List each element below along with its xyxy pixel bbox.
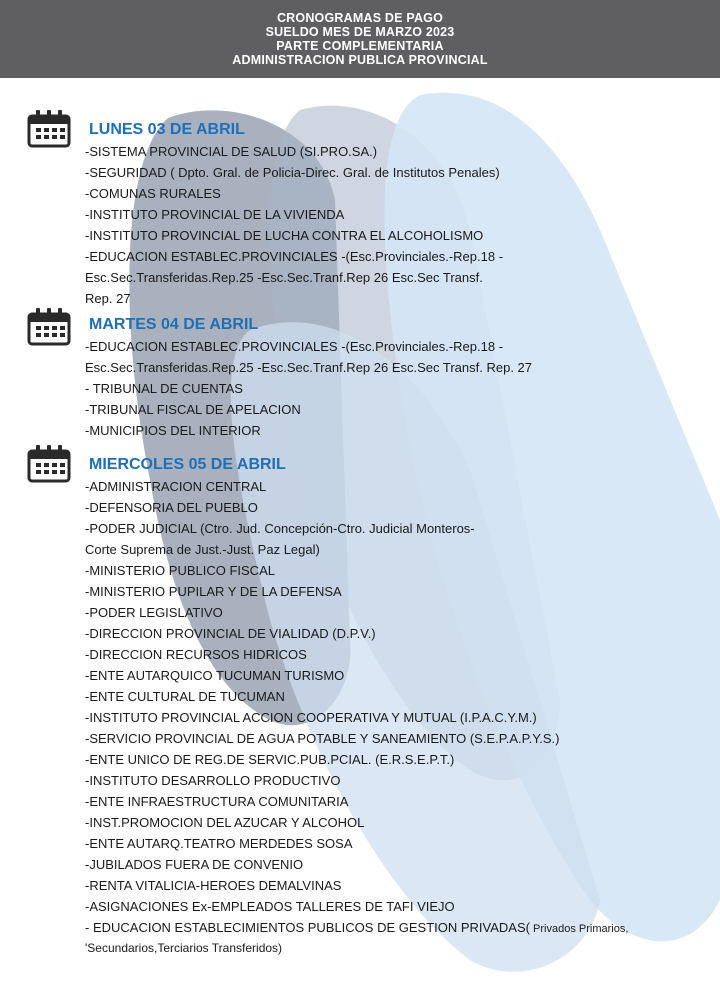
header-line-3: PARTE COMPLEMENTARIA bbox=[276, 39, 444, 53]
list-item: -RENTA VITALICIA-HEROES DEMALVINAS bbox=[85, 878, 342, 893]
calendar-icon bbox=[26, 306, 72, 346]
list-item: -ENTE AUTARQUICO TUCUMAN TURISMO bbox=[85, 668, 345, 683]
list-item: -ENTE AUTARQ.TEATRO MERDEDES SOSA bbox=[85, 836, 353, 851]
list-item: Corte Suprema de Just.-Just. Paz Legal) bbox=[85, 542, 320, 557]
list-item: -PODER LEGISLATIVO bbox=[85, 605, 223, 620]
list-item: 'Secundarios,Terciarios Transferidos) bbox=[85, 941, 283, 955]
list-item: -INSTITUTO PROVINCIAL DE LA VIVIENDA bbox=[85, 207, 345, 222]
list-item: -SERVICIO PROVINCIAL DE AGUA POTABLE Y SANEAMIENTO (S.E.P.A.P.Y.S.) bbox=[85, 731, 560, 746]
section-items bbox=[85, 476, 715, 959]
section-items bbox=[85, 336, 715, 441]
section-title: MIERCOLES 05 DE ABRIL bbox=[89, 456, 286, 473]
list-item: Esc.Sec.Transferidas.Rep.25 -Esc.Sec.Tranf.Rep 26 Esc.Sec Transf. Rep. 27 bbox=[85, 360, 533, 375]
list-item: -ENTE INFRAESTRUCTURA COMUNITARIA bbox=[85, 794, 349, 809]
list-item-small: Privados Primarios, bbox=[529, 923, 629, 935]
list-item: -ASIGNACIONES Ex-EMPLEADOS TALLERES DE TAFI VIEJO bbox=[85, 899, 455, 914]
section-title: LUNES 03 DE ABRIL bbox=[89, 121, 245, 138]
list-item: -ADMINISTRACION CENTRAL bbox=[85, 479, 267, 494]
list-item: -SISTEMA PROVINCIAL DE SALUD (SI.PRO.SA.) bbox=[85, 144, 378, 159]
list-item: -ENTE CULTURAL DE TUCUMAN bbox=[85, 689, 285, 704]
list-item-main: - EDUCACION ESTABLECIMIENTOS PUBLICOS DE GESTION PRIVADAS( bbox=[85, 920, 530, 935]
list-item: -DIRECCION RECURSOS HIDRICOS bbox=[85, 647, 307, 662]
list-item: -ENTE UNICO DE REG.DE SERVIC.PUB.PCIAL. (E.R.S.E.P.T.) bbox=[85, 752, 455, 767]
list-item: -INSTITUTO PROVINCIAL ACCION COOPERATIVA Y MUTUAL (I.P.A.C.Y.M.) bbox=[85, 710, 537, 725]
list-item: -TRIBUNAL FISCAL DE APELACION bbox=[85, 402, 301, 417]
list-item: -INST.PROMOCION DEL AZUCAR Y ALCOHOL bbox=[85, 815, 365, 830]
list-item: -MINISTERIO PUPILAR Y DE LA DEFENSA bbox=[85, 584, 342, 599]
list-item: -DIRECCION PROVINCIAL DE VIALIDAD (D.P.V.) bbox=[85, 626, 376, 641]
list-item: Rep. 27 bbox=[85, 291, 131, 306]
list-item bbox=[85, 917, 715, 938]
list-item: -EDUCACION ESTABLEC.PROVINCIALES -(Esc.Provinciales.-Rep.18 - bbox=[85, 339, 504, 354]
list-item: -COMUNAS RURALES bbox=[85, 186, 221, 201]
list-item: -EDUCACION ESTABLEC.PROVINCIALES -(Esc.Provinciales.-Rep.18 - bbox=[85, 249, 504, 264]
list-item: -INSTITUTO DESARROLLO PRODUCTIVO bbox=[85, 773, 341, 788]
header-line-1: CRONOGRAMAS DE PAGO bbox=[276, 11, 444, 25]
list-item: -SEGURIDAD ( Dpto. Gral. de Policia-Direc. Gral. de Institutos Penales) bbox=[85, 165, 500, 180]
list-item: -MINISTERIO PUBLICO FISCAL bbox=[85, 563, 275, 578]
list-item: - TRIBUNAL DE CUENTAS bbox=[85, 381, 243, 396]
page-header bbox=[0, 0, 720, 78]
header-line-2: SUELDO MES DE MARZO 2023 bbox=[265, 25, 455, 39]
section-items bbox=[85, 141, 715, 309]
list-item: -DEFENSORIA DEL PUEBLO bbox=[85, 500, 258, 515]
list-item: -INSTITUTO PROVINCIAL DE LUCHA CONTRA EL ALCOHOLISMO bbox=[85, 228, 484, 243]
calendar-icon bbox=[26, 108, 72, 148]
calendar-icon bbox=[26, 443, 72, 483]
list-item: -MUNICIPIOS DEL INTERIOR bbox=[85, 423, 261, 438]
list-item: Esc.Sec.Transferidas.Rep.25 -Esc.Sec.Tranf.Rep 26 Esc.Sec Transf. bbox=[85, 270, 483, 285]
list-item: -JUBILADOS FUERA DE CONVENIO bbox=[85, 857, 304, 872]
section-title: MARTES 04 DE ABRIL bbox=[89, 316, 259, 333]
header-line-4: ADMINISTRACION PUBLICA PROVINCIAL bbox=[232, 53, 488, 67]
list-item: -PODER JUDICIAL (Ctro. Jud. Concepción-Ctro. Judicial Monteros- bbox=[85, 521, 475, 536]
